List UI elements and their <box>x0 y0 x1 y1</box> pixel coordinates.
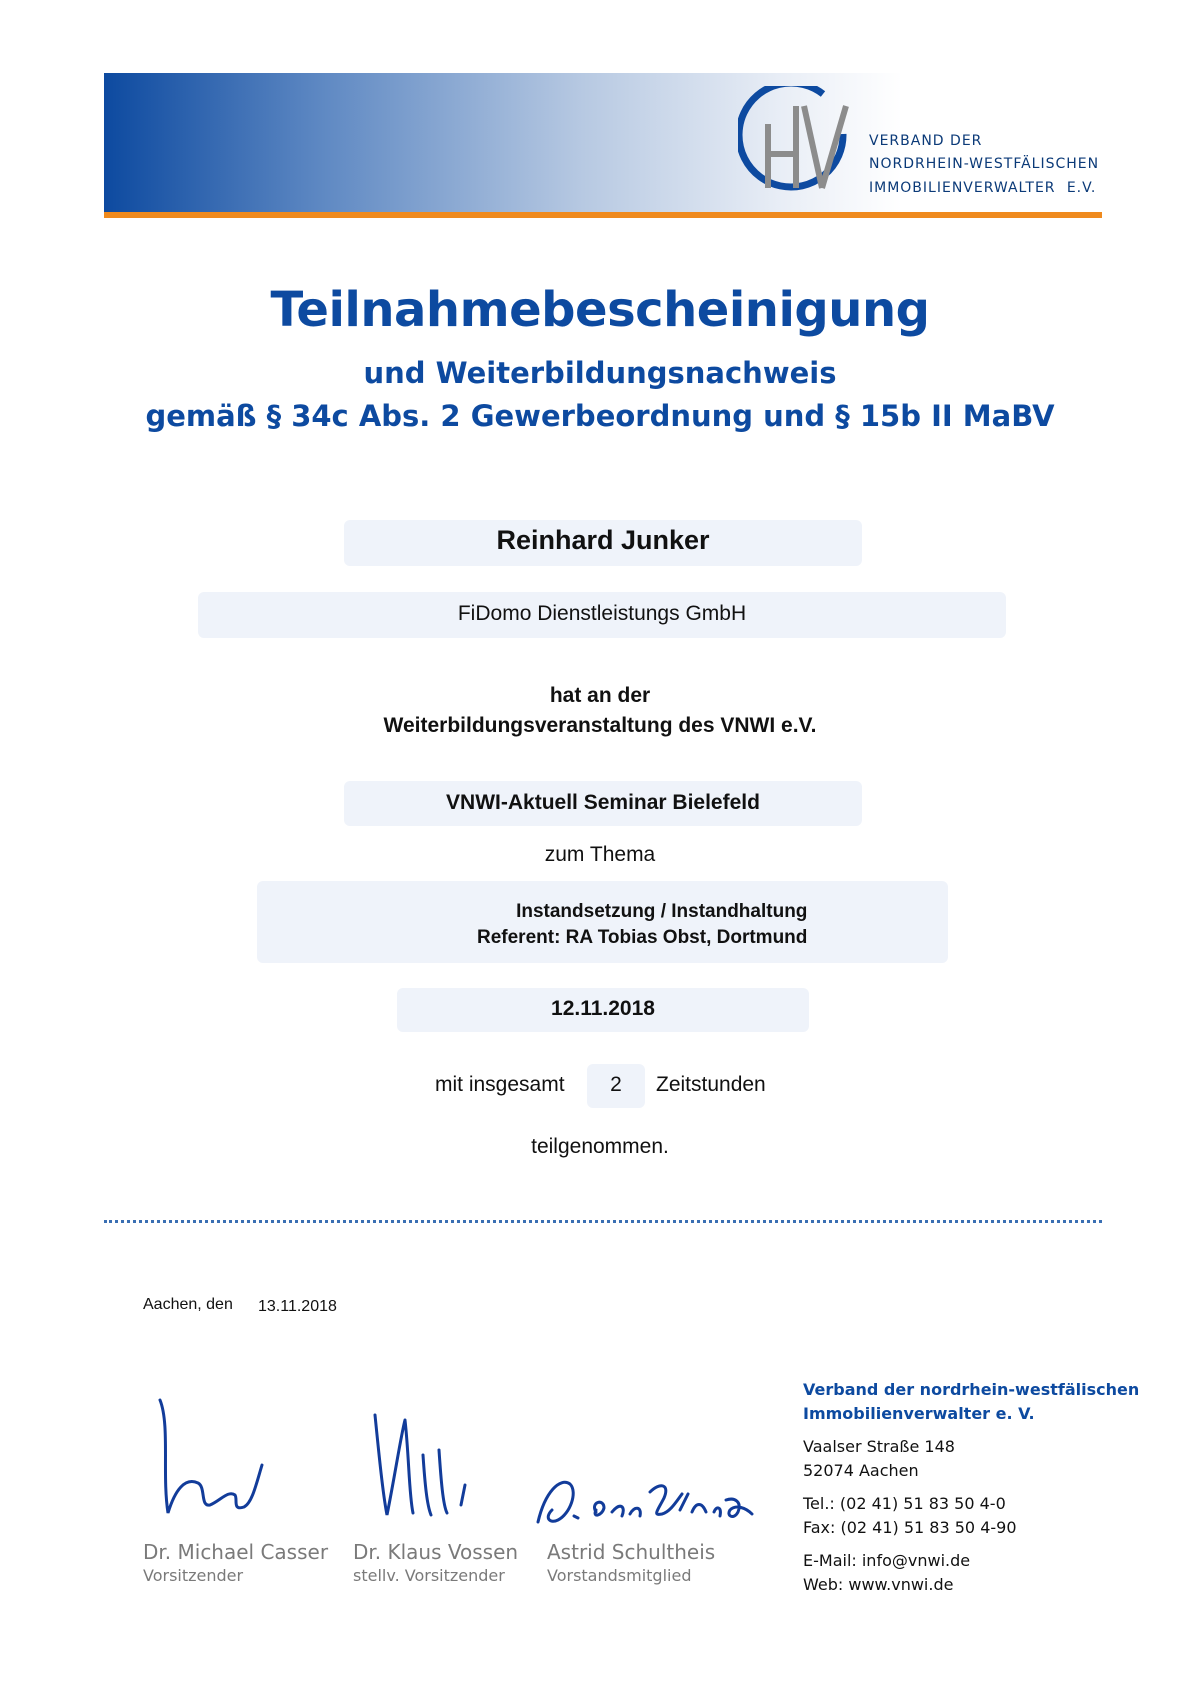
topic-box <box>257 881 948 963</box>
address-email[interactable]: E-Mail: info@vnwi.de <box>803 1551 971 1570</box>
address-web[interactable]: Web: www.vnwi.de <box>803 1575 954 1594</box>
topic-intro: zum Thema <box>544 843 656 866</box>
signatory-1-name: Dr. Michael Casser <box>143 1540 329 1564</box>
signature-schultheis-icon <box>530 1472 760 1532</box>
event-date: 12.11.2018 <box>397 988 809 1032</box>
address-tel: Tel.: (02 41) 51 83 50 4-0 <box>803 1494 1006 1513</box>
address-org-line1: Verband der nordrhein-westfälischen <box>803 1380 1140 1399</box>
hours-value: 2 <box>587 1064 645 1108</box>
vnwi-logo-icon <box>738 86 858 204</box>
subtitle-2: gemäß § 34c Abs. 2 Gewerbeordnung und § 15b II MaBV <box>145 399 1055 433</box>
signature-vossen-icon <box>365 1405 485 1525</box>
body-line2: Weiterbildungsveranstaltung des VNWI e.V. <box>383 714 817 737</box>
hours-prefix: mit insgesamt <box>435 1073 565 1096</box>
header-org-line3: IMMOBILIENVERWALTER <box>869 180 1056 196</box>
header-orange-rule <box>104 212 1102 218</box>
signatory-3-role: Vorstandsmitglied <box>547 1566 692 1585</box>
hours-suffix: Zeitstunden <box>656 1073 766 1096</box>
topic-line2: Referent: RA Tobias Obst, Dortmund <box>477 927 808 948</box>
closing-text: teilgenommen. <box>531 1135 669 1158</box>
dotted-divider <box>104 1220 1102 1223</box>
header-org-line2: NORDRHEIN-WESTFÄLISCHEN <box>869 156 1100 172</box>
header-org-name <box>869 130 1099 200</box>
participant-name: Reinhard Junker <box>344 520 862 566</box>
address-fax: Fax: (02 41) 51 83 50 4-90 <box>803 1518 1017 1537</box>
address-street: Vaalser Straße 148 <box>803 1437 955 1456</box>
place-label: Aachen, den <box>143 1296 233 1313</box>
page-title: Teilnahmebescheinigung <box>270 282 930 338</box>
event-name: VNWI-Aktuell Seminar Bielefeld <box>344 781 862 826</box>
address-org-line2: Immobilienverwalter e. V. <box>803 1404 1035 1423</box>
topic-line1: Instandsetzung / Instandhaltung <box>516 901 808 922</box>
signatory-2-name: Dr. Klaus Vossen <box>353 1540 519 1564</box>
issue-date: 13.11.2018 <box>258 1298 337 1315</box>
subtitle-1: und Weiterbildungsnachweis <box>363 356 837 390</box>
signatory-3-name: Astrid Schultheis <box>547 1540 716 1564</box>
header-org-suffix: E.V. <box>1066 180 1097 196</box>
address-city: 52074 Aachen <box>803 1461 919 1480</box>
signatory-1-role: Vorsitzender <box>143 1566 244 1585</box>
header-org-line1: VERBAND DER <box>869 133 983 149</box>
participant-company: FiDomo Dienstleistungs GmbH <box>198 592 1006 638</box>
signatory-2-role: stellv. Vorsitzender <box>353 1566 505 1585</box>
body-line1: hat an der <box>549 684 651 707</box>
signature-casser-icon <box>140 1395 280 1525</box>
